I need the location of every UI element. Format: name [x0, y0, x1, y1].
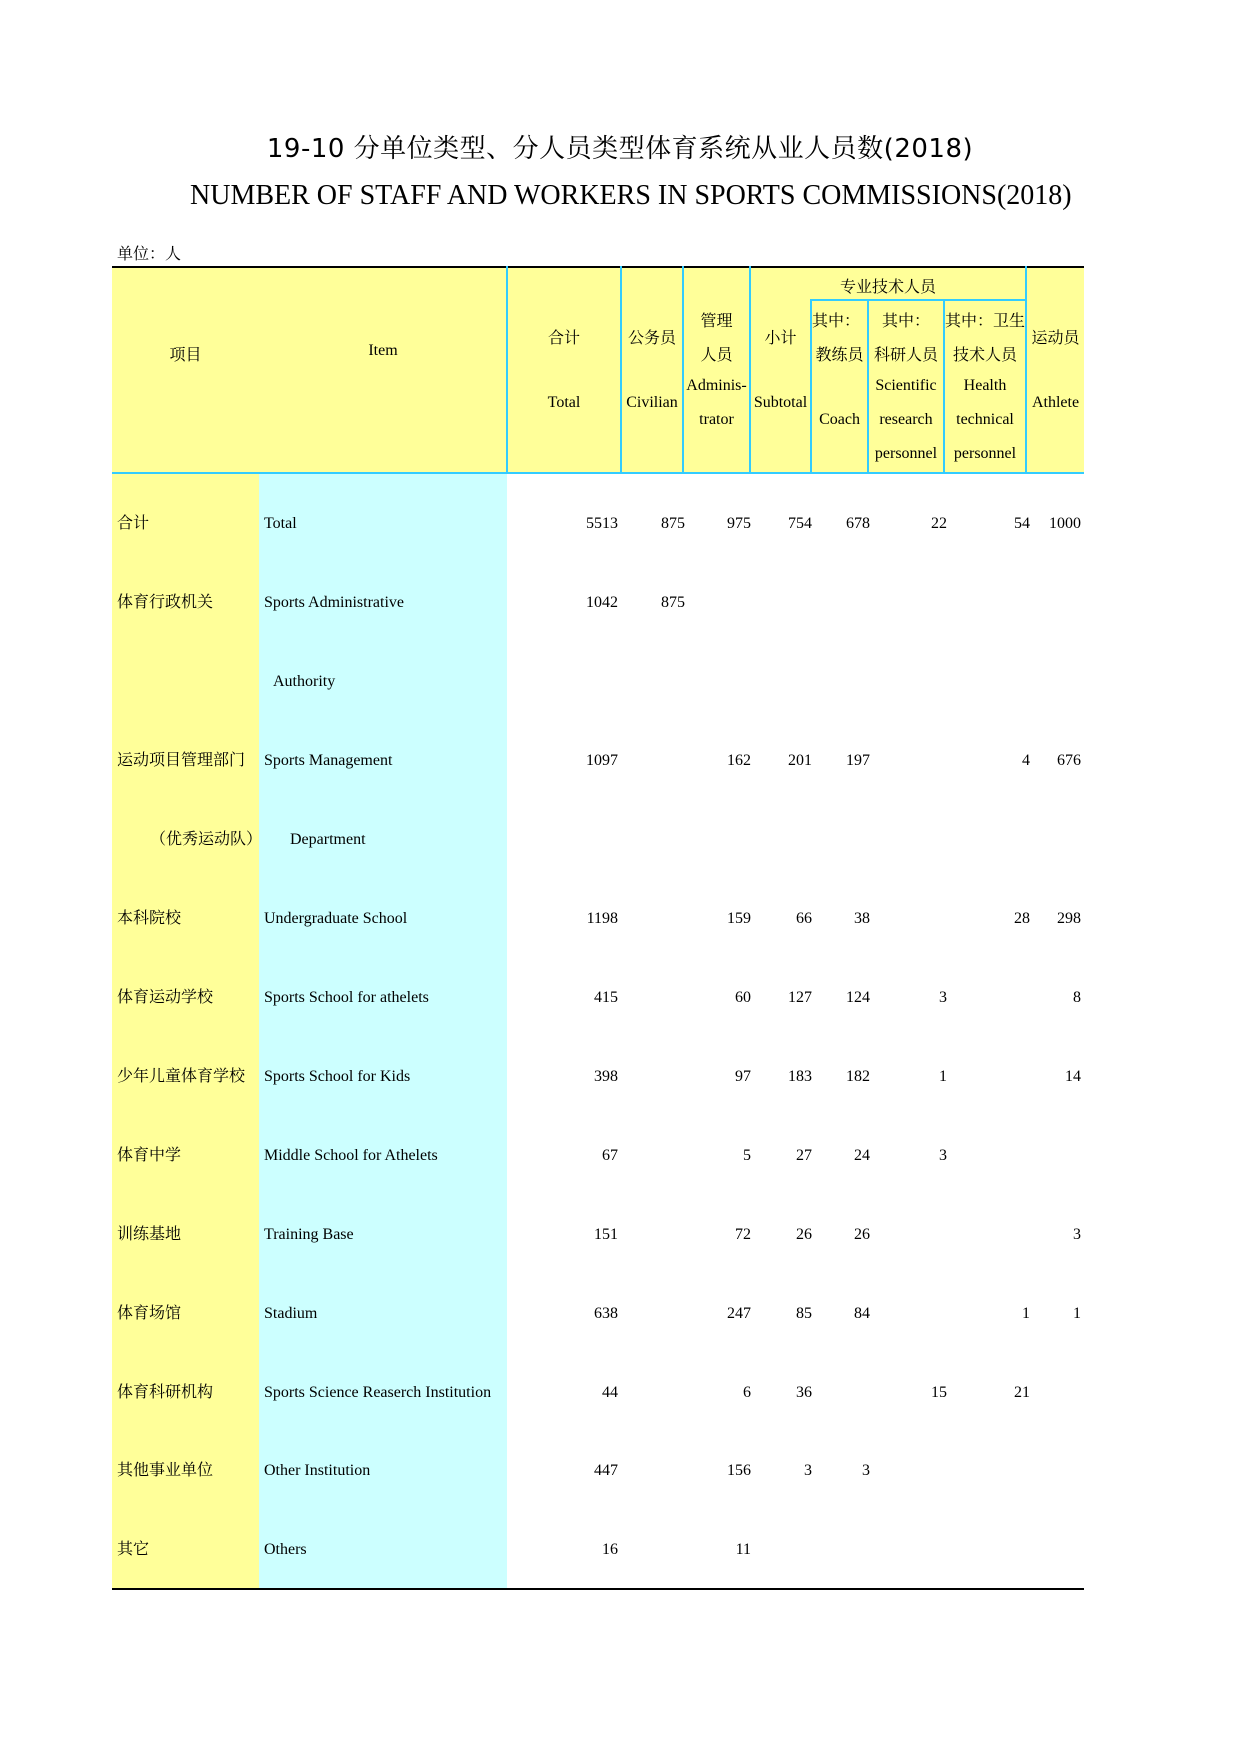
cell-admin: 97	[735, 1068, 751, 1085]
cell-coach: 3	[862, 1462, 870, 1479]
header-sci-en-1: Scientific	[875, 377, 937, 394]
cell-total: 5513	[586, 515, 618, 532]
header-health-cn-1: 其中：卫生	[945, 313, 1026, 330]
header-divider	[620, 266, 622, 474]
cell-total: 1097	[586, 752, 618, 769]
table-row	[0, 1533, 1240, 1567]
row-label-en: Others	[264, 1541, 307, 1558]
cell-sci: 3	[939, 1147, 947, 1164]
cell-total: 638	[594, 1305, 618, 1322]
row-label-en: Sports Management	[264, 752, 393, 769]
row-label-en: Undergraduate School	[264, 910, 408, 927]
row-label-en: Department	[290, 831, 366, 848]
table-row	[0, 586, 1240, 620]
cell-subtotal: 754	[788, 515, 812, 532]
cell-athlete: 14	[1065, 1068, 1081, 1085]
cell-total: 151	[594, 1226, 618, 1243]
cell-admin: 6	[743, 1384, 751, 1401]
cell-coach: 84	[854, 1305, 870, 1322]
cell-civilian: 875	[661, 515, 685, 532]
cell-admin: 5	[743, 1147, 751, 1164]
row-label-cn: 训练基地	[117, 1226, 182, 1243]
cell-total: 398	[594, 1068, 618, 1085]
row-label-cn: 运动项目管理部门	[117, 752, 246, 769]
table-row	[0, 902, 1240, 936]
cell-total: 415	[594, 989, 618, 1006]
cell-admin: 60	[735, 989, 751, 1006]
header-top-rule	[112, 266, 1084, 268]
header-civilian-cn: 公务员	[627, 330, 676, 347]
table-row	[0, 1060, 1240, 1094]
header-health-en-1: Health	[963, 377, 1007, 394]
cell-total: 1198	[586, 910, 618, 927]
row-label-en: Other Institution	[264, 1462, 371, 1479]
row-label-en: Sports School for athelets	[264, 989, 429, 1006]
table-row	[0, 1297, 1240, 1331]
table-row	[0, 1139, 1240, 1173]
unit-label: 单位：人	[117, 246, 182, 263]
header-coach-en: Coach	[819, 411, 860, 428]
cell-admin: 72	[735, 1226, 751, 1243]
header-health-en-3: personnel	[953, 445, 1017, 462]
cell-athlete: 3	[1073, 1226, 1081, 1243]
cell-coach: 24	[854, 1147, 870, 1164]
cell-sci: 15	[931, 1384, 947, 1401]
header-athlete-cn: 运动员	[1031, 330, 1080, 347]
header-divider	[506, 266, 508, 474]
row-label-en: Authority	[273, 673, 336, 690]
cell-coach: 197	[846, 752, 870, 769]
en-label-column	[259, 474, 507, 1588]
cell-subtotal: 27	[796, 1147, 812, 1164]
cell-admin: 162	[727, 752, 751, 769]
cell-sci: 3	[939, 989, 947, 1006]
header-divider	[1025, 266, 1027, 474]
cell-admin: 156	[727, 1462, 751, 1479]
header-sci-cn-1: 其中：	[881, 313, 930, 330]
cell-subtotal: 85	[796, 1305, 812, 1322]
cell-subtotal: 201	[788, 752, 812, 769]
cell-health: 54	[1014, 515, 1030, 532]
header-health-cn-2: 技术人员	[952, 347, 1017, 364]
cell-sci: 1	[939, 1068, 947, 1085]
header-prof-group: 专业技术人员	[839, 279, 936, 296]
cell-health: 28	[1014, 910, 1030, 927]
row-label-cn: 少年儿童体育学校	[117, 1068, 246, 1085]
table-row	[0, 665, 1240, 699]
header-athlete-en: Athlete	[1031, 394, 1080, 411]
cell-admin: 159	[727, 910, 751, 927]
page-title: 19-10 分单位类型、分人员类型体育系统从业人员数(2018)	[266, 134, 974, 164]
cell-total: 67	[602, 1147, 618, 1164]
header-sci-en-3: personnel	[874, 445, 938, 462]
header-divider	[749, 266, 751, 474]
row-label-en: Middle School for Athelets	[264, 1147, 438, 1164]
cell-admin: 11	[735, 1541, 751, 1558]
cell-coach: 678	[846, 515, 870, 532]
table-row	[0, 744, 1240, 778]
cell-athlete: 8	[1073, 989, 1081, 1006]
header-total-en: Total	[547, 394, 581, 411]
header-civilian-en: Civilian	[626, 394, 678, 411]
header-admin-en-2: trator	[699, 411, 734, 428]
header-coach-cn-1: 其中：	[812, 313, 861, 330]
cell-athlete: 298	[1057, 910, 1081, 927]
row-label-cn: 其它	[117, 1541, 150, 1558]
cell-coach: 26	[854, 1226, 870, 1243]
cell-coach: 182	[846, 1068, 870, 1085]
table-row	[0, 507, 1240, 541]
row-label-cn: 体育中学	[117, 1147, 182, 1164]
row-label-en: Stadium	[264, 1305, 318, 1322]
cell-health: 4	[1022, 752, 1030, 769]
cell-total: 16	[602, 1541, 618, 1558]
page-subtitle-wrap	[190, 180, 1090, 212]
cell-coach: 124	[846, 989, 870, 1006]
prof-group-rule	[810, 299, 1026, 301]
row-label-cn: 体育行政机关	[117, 594, 214, 611]
cell-subtotal: 183	[788, 1068, 812, 1085]
header-admin-en-1: Adminis-	[686, 377, 747, 394]
row-label-cn: 体育科研机构	[117, 1384, 214, 1401]
table-row	[0, 1376, 1240, 1410]
table-row	[0, 823, 1240, 857]
header-coach-cn-2: 教练员	[815, 347, 864, 364]
header-sci-cn-2: 科研人员	[873, 347, 938, 364]
cell-health: 1	[1022, 1305, 1030, 1322]
row-label-cn: 本科院校	[117, 910, 182, 927]
table-bottom-rule	[112, 1588, 1084, 1590]
row-label-en: Sports Administrative	[264, 594, 404, 611]
header-health-en-2: technical	[956, 411, 1014, 428]
cell-total: 447	[594, 1462, 618, 1479]
cell-health: 21	[1014, 1384, 1030, 1401]
cell-civilian: 875	[661, 594, 685, 611]
row-label-en: Total	[264, 515, 297, 532]
cn-label-column	[112, 474, 259, 1588]
header-subtotal-en: Subtotal	[753, 394, 808, 411]
header-divider	[682, 266, 684, 474]
row-label-en: Training Base	[264, 1226, 354, 1243]
cell-admin: 975	[727, 515, 751, 532]
header-item-cn: 项目	[169, 347, 202, 364]
cell-subtotal: 66	[796, 910, 812, 927]
row-label-en: Sports Science Reaserch Institution	[264, 1384, 492, 1401]
header-item-en: Item	[368, 342, 398, 359]
header-sci-en-2: research	[879, 411, 933, 428]
row-label-cn: 体育场馆	[117, 1305, 182, 1322]
cell-athlete: 1000	[1049, 515, 1081, 532]
table-row	[0, 1454, 1240, 1488]
page-subtitle: NUMBER OF STAFF AND WORKERS IN SPORTS COMMISSIONS(2018)	[190, 180, 1072, 211]
cell-subtotal: 26	[796, 1226, 812, 1243]
row-label-cn: 合计	[117, 515, 150, 532]
cell-coach: 38	[854, 910, 870, 927]
cell-admin: 247	[727, 1305, 751, 1322]
cell-athlete: 676	[1057, 752, 1081, 769]
header-total-cn: 合计	[547, 330, 580, 347]
cell-subtotal: 3	[804, 1462, 812, 1479]
row-label-cn: 体育运动学校	[117, 989, 214, 1006]
table-row	[0, 1218, 1240, 1252]
row-label-en: Sports School for Kids	[264, 1068, 411, 1085]
row-label-cn: （优秀运动队）	[150, 831, 263, 848]
table-row	[0, 981, 1240, 1015]
cell-subtotal: 127	[788, 989, 812, 1006]
header-subtotal-cn: 小计	[764, 330, 797, 347]
cell-total: 1042	[586, 594, 618, 611]
cell-subtotal: 36	[796, 1384, 812, 1401]
cell-sci: 22	[931, 515, 947, 532]
header-bottom-rule	[112, 472, 1084, 474]
cell-athlete: 1	[1073, 1305, 1081, 1322]
row-label-cn: 其他事业单位	[117, 1462, 214, 1479]
header-admin-cn-1: 管理	[700, 313, 733, 330]
header-admin-cn-2: 人员	[700, 347, 733, 364]
cell-total: 44	[602, 1384, 618, 1401]
